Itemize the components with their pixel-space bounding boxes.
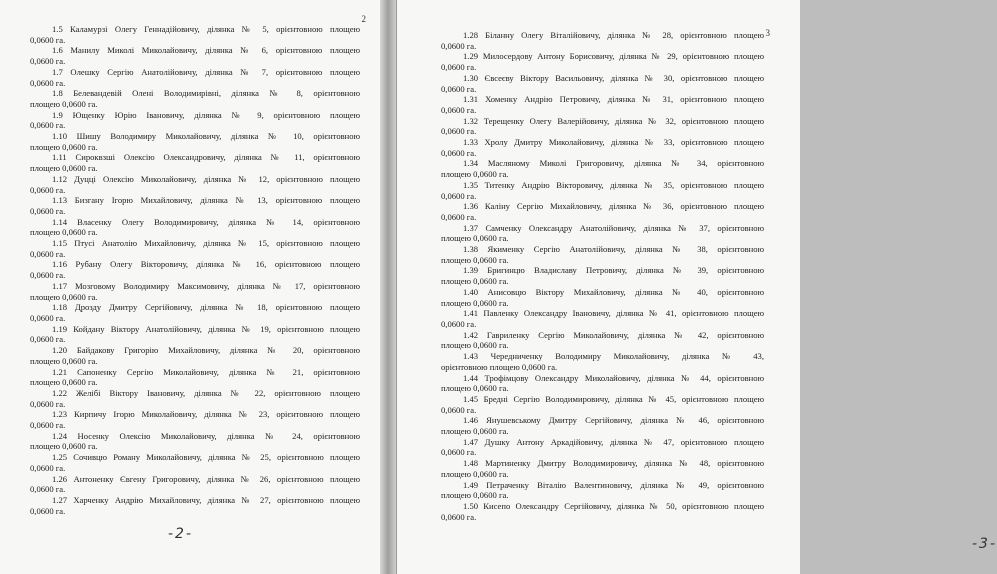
entry-line-continuation: 0,0600 га. (30, 398, 66, 409)
list-item (30, 367, 360, 388)
list-item (441, 501, 764, 522)
entry-line: 1.47 Душку Антону Аркадійовичу, ділянка № 47, орієнтовною площею (463, 436, 764, 447)
entry-line-continuation: 0,0600 га. (30, 248, 66, 259)
list-item (441, 137, 764, 158)
entry-line-continuation: площею 0,0600 га. (441, 383, 509, 394)
entry-line-continuation: площею 0,0600 га. (441, 233, 509, 244)
entry-line: 1.8 Белевандевій Олені Володимирівні, ділянка № 8, орієнтовною (52, 88, 360, 99)
list-item (441, 330, 764, 351)
list-item (441, 94, 764, 115)
entry-line: 1.32 Терещенку Олегу Валерійовичу, ділянка № 32, орієнтовною площею (463, 115, 764, 126)
entry-line-continuation: 0,0600 га. (441, 190, 477, 201)
list-item (441, 158, 764, 179)
entry-line: 1.9 Ющенку Юрію Івановичу, ділянка № 9, орієнтовною площею (52, 109, 360, 120)
entry-line: 1.23 Кирпичу Ігорю Миколайовичу, ділянка № 23, орієнтовною площею (52, 409, 360, 420)
list-item (30, 152, 360, 173)
entry-line: 1.21 Сапоненку Сергію Миколайовичу, ділянка № 21, орієнтовною (52, 366, 360, 377)
entry-line: 1.31 Хоменку Андрію Петровичу, ділянка № 31, орієнтовною площею (463, 94, 764, 105)
entry-line: 1.34 Масляному Миколі Григоровичу, ділянка № 34, орієнтовною (463, 158, 764, 169)
entry-line: 1.50 Кисепо Олександру Сергійовичу, ділянка № 50, орієнтовною площею (463, 500, 764, 511)
entry-line-continuation: 0,0600 га. (441, 104, 477, 115)
list-item (441, 373, 764, 394)
list-item (441, 223, 764, 244)
entry-line: 1.25 Сочивцю Роману Миколайовичу, ділянка № 25, орієнтовною площею (52, 452, 360, 463)
entry-line: 1.29 Милосердову Антону Борисовичу, ділянка № 29, орієнтовною площею (463, 51, 764, 62)
entry-line: 1.19 Койдану Віктору Анатолійовичу, ділянка № 19, орієнтовною площею (52, 323, 360, 334)
entry-line-continuation: 0,0600 га. (30, 205, 66, 216)
document-page-left (0, 0, 380, 574)
entry-line-continuation: 0,0600 га. (441, 404, 477, 415)
entry-line-continuation: площею 0,0600 га. (441, 468, 509, 479)
entry-line: 1.38 Якименку Сергію Анатолійовичу, ділянка № 38, орієнтовною (463, 244, 764, 255)
entry-line-continuation: площею 0,0600 га. (441, 254, 509, 265)
entry-line: 1.11 Сироквзші Олексію Олександровичу, ділянка № 11, орієнтовною (52, 152, 360, 163)
entry-line-continuation: 0,0600 га. (30, 120, 66, 131)
list-item (441, 437, 764, 458)
entry-line-continuation: 0,0600 га. (441, 126, 477, 137)
entry-line-continuation: площею 0,0600 га. (30, 291, 98, 302)
entry-line-continuation: площею 0,0600 га. (30, 441, 98, 452)
entry-line-continuation: 0,0600 га. (30, 270, 66, 281)
entry-line: 1.20 Байдакову Григорію Михайловичу, ділянка № 20, орієнтовною (52, 345, 360, 356)
entry-line-continuation: площею 0,0600 га. (441, 340, 509, 351)
entry-line: 1.10 Шишу Володимиру Миколайовичу, ділянка № 10, орієнтовною (52, 131, 360, 142)
list-item (441, 287, 764, 308)
entry-line: 1.49 Петраченку Віталію Валентиновичу, ділянка № 49, орієнтовною (463, 479, 764, 490)
entry-line: 1.18 Дрозду Дмитру Сергійовичу, ділянка № 18, орієнтовною площею (52, 302, 360, 313)
page-number: 2 (361, 14, 366, 24)
list-item (441, 308, 764, 329)
entry-line: 1.33 Хролу Дмитру Миколайовичу, ділянка № 33, орієнтовною площею (463, 137, 764, 148)
list-item (30, 45, 360, 66)
entry-line: 1.7 Олешку Сергію Анатолійовичу, ділянка № 7, орієнтовною площею (52, 66, 360, 77)
entry-line-continuation: 0,0600 га. (441, 147, 477, 158)
entry-line-continuation: 0,0600 га. (30, 56, 66, 67)
list-item (30, 217, 360, 238)
document-page-right (396, 0, 997, 574)
entry-line: 1.15 Птусі Анатолію Михайловичу, ділянка № 15, орієнтовною площею (52, 238, 360, 249)
entry-line: 1.48 Мартиненку Дмитру Володимировичу, ділянка № 48, орієнтовною (463, 458, 764, 469)
list-item (30, 174, 360, 195)
entry-line: 1.45 Бредні Сергію Володимировичу, ділянка № 45, орієнтовною площею (463, 393, 764, 404)
entry-line-continuation: площею 0,0600 га. (30, 98, 98, 109)
list-item (30, 88, 360, 109)
entry-line-continuation: площею 0,0600 га. (30, 355, 98, 366)
list-item (30, 24, 360, 45)
entry-line-continuation: 0,0600 га. (441, 211, 477, 222)
entry-list (441, 30, 764, 522)
entry-line: 1.30 Євсеєву Віктору Васильовичу, ділянка № 30, орієнтовною площею (463, 72, 764, 83)
entry-line: 1.40 Анисовцю Віктору Михайловичу, ділянка № 40, орієнтовною (463, 286, 764, 297)
list-item (30, 281, 360, 302)
list-item (441, 458, 764, 479)
list-item (30, 67, 360, 88)
entry-line: 1.24 Носенку Олексію Миколайовичу, ділянка № 24, орієнтовною (52, 430, 360, 441)
entry-line: 1.41 Павленку Олександру Івановичу, ділянка № 41, орієнтовною площею (463, 308, 764, 319)
entry-line-continuation: площею 0,0600 га. (441, 169, 509, 180)
entry-line: 1.36 Каліну Сергію Михайловичу, ділянка № 36, орієнтовною площею (463, 201, 764, 212)
entry-line: 1.26 Антоненку Євгену Григоровичу, ділянка № 26, орієнтовною площею (52, 473, 360, 484)
entry-line: 1.13 Бизгану Ігорю Михайловичу, ділянка № 13, орієнтовною площею (52, 195, 360, 206)
list-item (30, 474, 360, 495)
entry-line-continuation: 0,0600 га. (441, 318, 477, 329)
list-item (30, 452, 360, 473)
list-item (30, 324, 360, 345)
entry-line: 1.17 Мозговому Володимиру Максимовичу, ділянка № 17, орієнтовною (52, 280, 360, 291)
list-item (441, 116, 764, 137)
entry-line-continuation: площею 0,0600 га. (30, 377, 98, 388)
entry-line: 1.22 Желібі Віктору Івановичу, ділянка № 22, орієнтовною площею (52, 387, 360, 398)
entry-line-continuation: 0,0600 га. (30, 184, 66, 195)
entry-line: 1.44 Трофімцову Олександру Миколайовичу, ділянка № 44, орієнтовною (463, 372, 764, 383)
list-item (30, 131, 360, 152)
list-item (441, 351, 764, 372)
book-gutter (380, 0, 396, 574)
entry-line-continuation: 0,0600 га. (30, 462, 66, 473)
entry-line-continuation: 0,0600 га. (30, 505, 66, 516)
entry-line-continuation: 0,0600 га. (441, 83, 477, 94)
list-item (30, 345, 360, 366)
list-item (30, 495, 360, 516)
entry-line-continuation: 0,0600 га. (441, 511, 477, 522)
entry-line-continuation: площею 0,0600 га. (441, 490, 509, 501)
entry-line-continuation: площею 0,0600 га. (441, 276, 509, 287)
entry-line: 1.42 Гавриленку Сергію Миколайовичу, ділянка № 42, орієнтовною (463, 329, 764, 340)
entry-list (30, 24, 360, 516)
entry-line-continuation: 0,0600 га. (441, 62, 477, 73)
page-number: 3 (765, 28, 770, 38)
entry-line: 1.12 Дуцці Олексію Миколайовичу, ділянка № 12, орієнтовною площею (52, 173, 360, 184)
entry-line: 1.5 Каламурзі Олегу Геннадійовичу, ділянка № 5, орієнтовною площею (52, 24, 360, 34)
list-item (441, 415, 764, 436)
entry-line: 1.35 Титенку Андрію Вікторовичу, ділянка № 35, орієнтовною площею (463, 179, 764, 190)
entry-line-continuation: 0,0600 га. (441, 447, 477, 458)
entry-line: 1.16 Рубану Олегу Вікторовичу, ділянка № 16, орієнтовною площею (52, 259, 360, 270)
entry-line-continuation: 0,0600 га. (441, 40, 477, 51)
list-item (30, 238, 360, 259)
handwritten-page-number: -2- (168, 526, 194, 542)
entry-line-continuation: площею 0,0600 га. (30, 227, 98, 238)
list-item (441, 51, 764, 72)
entry-line: 1.46 Янушевському Дмитру Сергійовичу, ділянка № 46, орієнтовною (463, 415, 764, 426)
list-item (30, 259, 360, 280)
list-item (30, 388, 360, 409)
entry-line-continuation: 0,0600 га. (30, 484, 66, 495)
list-item (441, 480, 764, 501)
list-item (441, 394, 764, 415)
list-item (30, 110, 360, 131)
entry-line-continuation: 0,0600 га. (30, 312, 66, 323)
entry-line-continuation: 0,0600 га. (30, 420, 66, 431)
list-item (441, 73, 764, 94)
list-item (441, 265, 764, 286)
list-item (30, 431, 360, 452)
list-item (30, 195, 360, 216)
entry-line: 1.43 Чередниченку Володимиру Миколайовичу, ділянка № 43, (463, 351, 764, 362)
entry-line: 1.14 Власенку Олегу Володимировичу, ділянка № 14, орієнтовною (52, 216, 360, 227)
entry-line-continuation: площею 0,0600 га. (441, 426, 509, 437)
entry-line: 1.37 Самченку Олександру Анатолійовичу, ділянка № 37, орієнтовною (463, 222, 764, 233)
entry-line: 1.27 Харченку Андрію Михайловичу, ділянка № 27, орієнтовною площею (52, 494, 360, 505)
list-item (441, 30, 764, 51)
entry-line-continuation: 0,0600 га. (30, 334, 66, 345)
entry-line: 1.6 Манилу Миколі Миколайовичу, ділянка № 6, орієнтовною площею (52, 45, 360, 56)
entry-line-continuation: площею 0,0600 га. (30, 163, 98, 174)
entry-line-continuation: 0,0600 га. (30, 34, 66, 45)
entry-line-continuation: площею 0,0600 га. (441, 297, 509, 308)
entry-line: 1.39 Бригинцю Владиславу Петровичу, ділянка № 39, орієнтовною (463, 265, 764, 276)
list-item (441, 201, 764, 222)
list-item (441, 244, 764, 265)
entry-line-continuation: орієнтовною площею 0,0600 га. (441, 361, 558, 372)
entry-line-continuation: площею 0,0600 га. (30, 141, 98, 152)
handwritten-page-number: -3- (972, 536, 997, 552)
list-item (30, 302, 360, 323)
list-item (30, 409, 360, 430)
entry-line: 1.28 Біланну Олегу Віталійовичу, ділянка № 28, орієнтовною площею (463, 30, 764, 40)
list-item (441, 180, 764, 201)
entry-line-continuation: 0,0600 га. (30, 77, 66, 88)
